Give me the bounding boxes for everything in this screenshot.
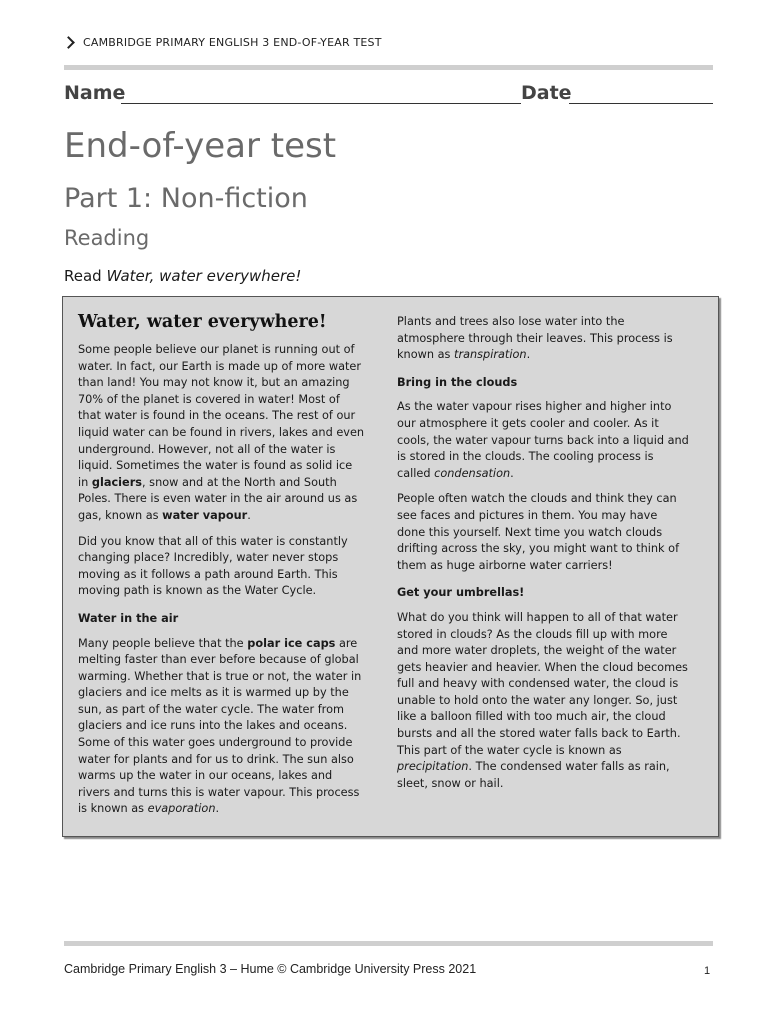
date-label: Date — [521, 82, 572, 104]
page-number: 1 — [704, 965, 711, 977]
paragraph: People often watch the clouds and think they can see faces and pictures in them. You may have done this yourself. Next time you watch clouds drifting across the sky, you might want to think of them as huge airborne water carriers! — [397, 492, 680, 572]
paragraph: Did you know that all of this water is constantly changing place? Incredibly, water never stops moving as it follows a path around Earth. This moving path is known as the Water Cycle. — [78, 534, 348, 598]
instruction — [64, 267, 301, 285]
keyword-water-vapour: water vapour — [162, 508, 248, 522]
name-date-row — [64, 82, 713, 108]
page-title: End-of-year test — [64, 126, 337, 166]
paragraph: Plants and trees also lose water into the atmosphere through their leaves. This process is known as transpiration. — [397, 315, 673, 362]
paragraph: As the water vapour rises higher and higher into our atmosphere it gets cooler and cooler. As it cools, the water vapour turns back into a liquid and is stored in the clouds. The cooling process is called condensation. — [397, 400, 689, 480]
passage-left-column — [78, 309, 366, 827]
subheading-get-your-umbrellas: Get your umbrellas! — [397, 586, 525, 600]
term-transpiration: transpiration — [454, 348, 527, 362]
header-text: CAMBRIDGE PRIMARY ENGLISH 3 END-OF-YEAR TEST — [83, 36, 382, 49]
section-heading: Reading — [64, 226, 150, 250]
date-field[interactable] — [569, 103, 713, 104]
paragraph: Some people believe our planet is running out of water. In fact, our Earth is made up of more water than land! You may not know it, but an amazing 70% of the planet is covered in water! Most of that water is found in the oceans. The rest of our liquid water can be found in rivers, lakes and even underground. However, not all of the water is liquid. Sometimes the water is found as solid ice in glaciers, snow and at the North and South Poles. There is even water in the air around us as gas, known as water vapour. — [78, 343, 365, 522]
top-divider — [64, 65, 713, 70]
paragraph: What do you think will happen to all of that water stored in clouds? As the clouds fill up with more and more water droplets, the weight of the water gets heavier and heavier. When the cloud becomes full and heavy with condensed water, the cloud is unable to hold onto the water any longer. So, just like a balloon filled with too much air, the cloud bursts and all the stored water falls back to Earth. This part of the water cycle is known as precipitation. The condensed water falls as rain, sleet, snow or hail. — [397, 610, 688, 790]
passage-right-column — [397, 314, 689, 801]
footer-text: Cambridge Primary English 3 – Hume © Cambridge University Press 2021 — [64, 962, 477, 976]
term-condensation: condensation — [434, 466, 511, 480]
subheading-bring-in-the-clouds: Bring in the clouds — [397, 375, 518, 389]
keyword-glaciers: glaciers — [91, 475, 142, 489]
instruction-prefix: Read — [64, 267, 107, 285]
name-label: Name — [64, 82, 126, 104]
subheading-water-in-the-air: Water in the air — [78, 611, 179, 625]
paragraph: Many people believe that the polar ice caps are melting faster than ever before because of global warming. Whether that is true or not, the water in glaciers and ice melts as it is warmed up by the sun, as part of the water cycle. The water from glaciers and ice runs into the lakes and oceans. Some of this water goes underground to provide water for plants and for us to drink. The sun also warms up the water in our oceans, lakes and rivers and turns this is water vapour. This process is known as evaporation. — [78, 636, 362, 816]
passage-title: Water, water everywhere! — [78, 312, 327, 332]
keyword-polar-ice-caps: polar ice caps — [247, 636, 336, 650]
reading-passage-box — [62, 296, 719, 837]
term-evaporation: evaporation — [147, 802, 216, 816]
running-header — [64, 36, 382, 49]
term-precipitation: precipitation — [397, 760, 469, 774]
chevron-right-icon — [62, 36, 75, 49]
name-field[interactable] — [121, 103, 521, 104]
bottom-divider — [64, 941, 713, 946]
part-heading: Part 1: Non-fiction — [64, 183, 308, 214]
instruction-title: Water, water everywhere! — [106, 267, 302, 285]
